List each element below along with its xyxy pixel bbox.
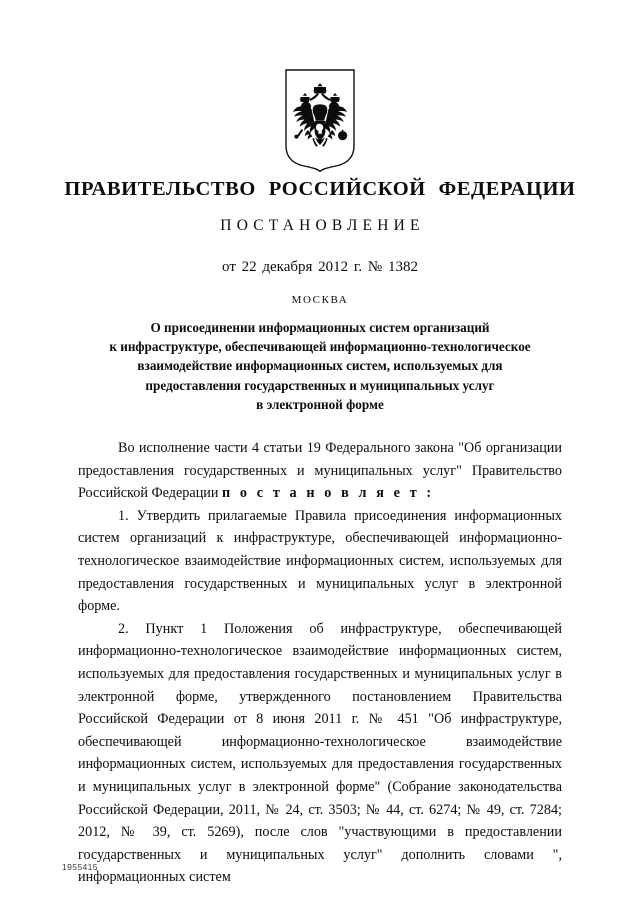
subject-line: к инфраструктуре, обеспечивающей информационно-технологическое <box>109 339 531 355</box>
document-subject <box>78 318 562 414</box>
document-body <box>78 437 562 889</box>
subject-line: О присоединении информационных систем организаций <box>150 320 490 335</box>
preamble-paragraph <box>78 437 562 505</box>
clause-paragraph-1: 1. Утвердить прилагаемые Правила присоединения информационных систем организаций к инфраструктуре, обеспечивающей информационно-технологическое взаимодействие информационных систем, используемых для предоставления государственных и муниципальных услуг в электронной форме. <box>78 507 562 615</box>
clause-paragraph-2: 2. Пункт 1 Положения об инфраструктуре, обеспечивающей информационно-технологическое взаимодействие информационных систем, используемых для предоставления государственных и муниципальных услуг в электронной форме, утвержденного постановлением Правительства Российской Федерации от 8 июня 2011 г. № 451 "Об инфраструктуре, обеспечивающей информационно-технологическое взаимодействие информационных систем, используемых для предоставления государственных и муниципальных услуг в электронной форме" (Собрание законодательства Российской Федерации, 2011, № 24, ст. 3503; № 44, ст. 6274; № 49, ст. 7284; 2012, № 39, ст. 5269), после слов "участвующими в предоставлении государственных и муниципальных услуг" дополнить словами ", информационных систем <box>78 620 562 886</box>
document-type: ПОСТАНОВЛЕНИЕ <box>220 216 425 234</box>
footer-document-code: 1955415 <box>62 862 98 872</box>
decree-verb: п о с т а н о в л я е т : <box>222 485 435 502</box>
document-city: МОСКВА <box>291 294 349 307</box>
subject-line: взаимодействие информационных систем, используемых для <box>137 358 503 374</box>
organization-title: ПРАВИТЕЛЬСТВО РОССИЙСКОЙ ФЕДЕРАЦИИ <box>64 178 576 200</box>
document-heading <box>0 178 640 306</box>
russian-federation-coat-of-arms-icon <box>284 68 356 172</box>
document-date-number: от 22 декабря 2012 г. № 1382 <box>222 258 418 275</box>
subject-line: предоставления государственных и муниципальных услуг <box>145 377 495 393</box>
preamble-text: Во исполнение части 4 статьи 19 Федерального закона "Об организации предоставления государственных и муниципальных услуг" Правительство Российской Федерации <box>78 440 562 502</box>
coat-of-arms-emblem <box>0 68 640 172</box>
subject-line: в электронной форме <box>256 396 384 412</box>
